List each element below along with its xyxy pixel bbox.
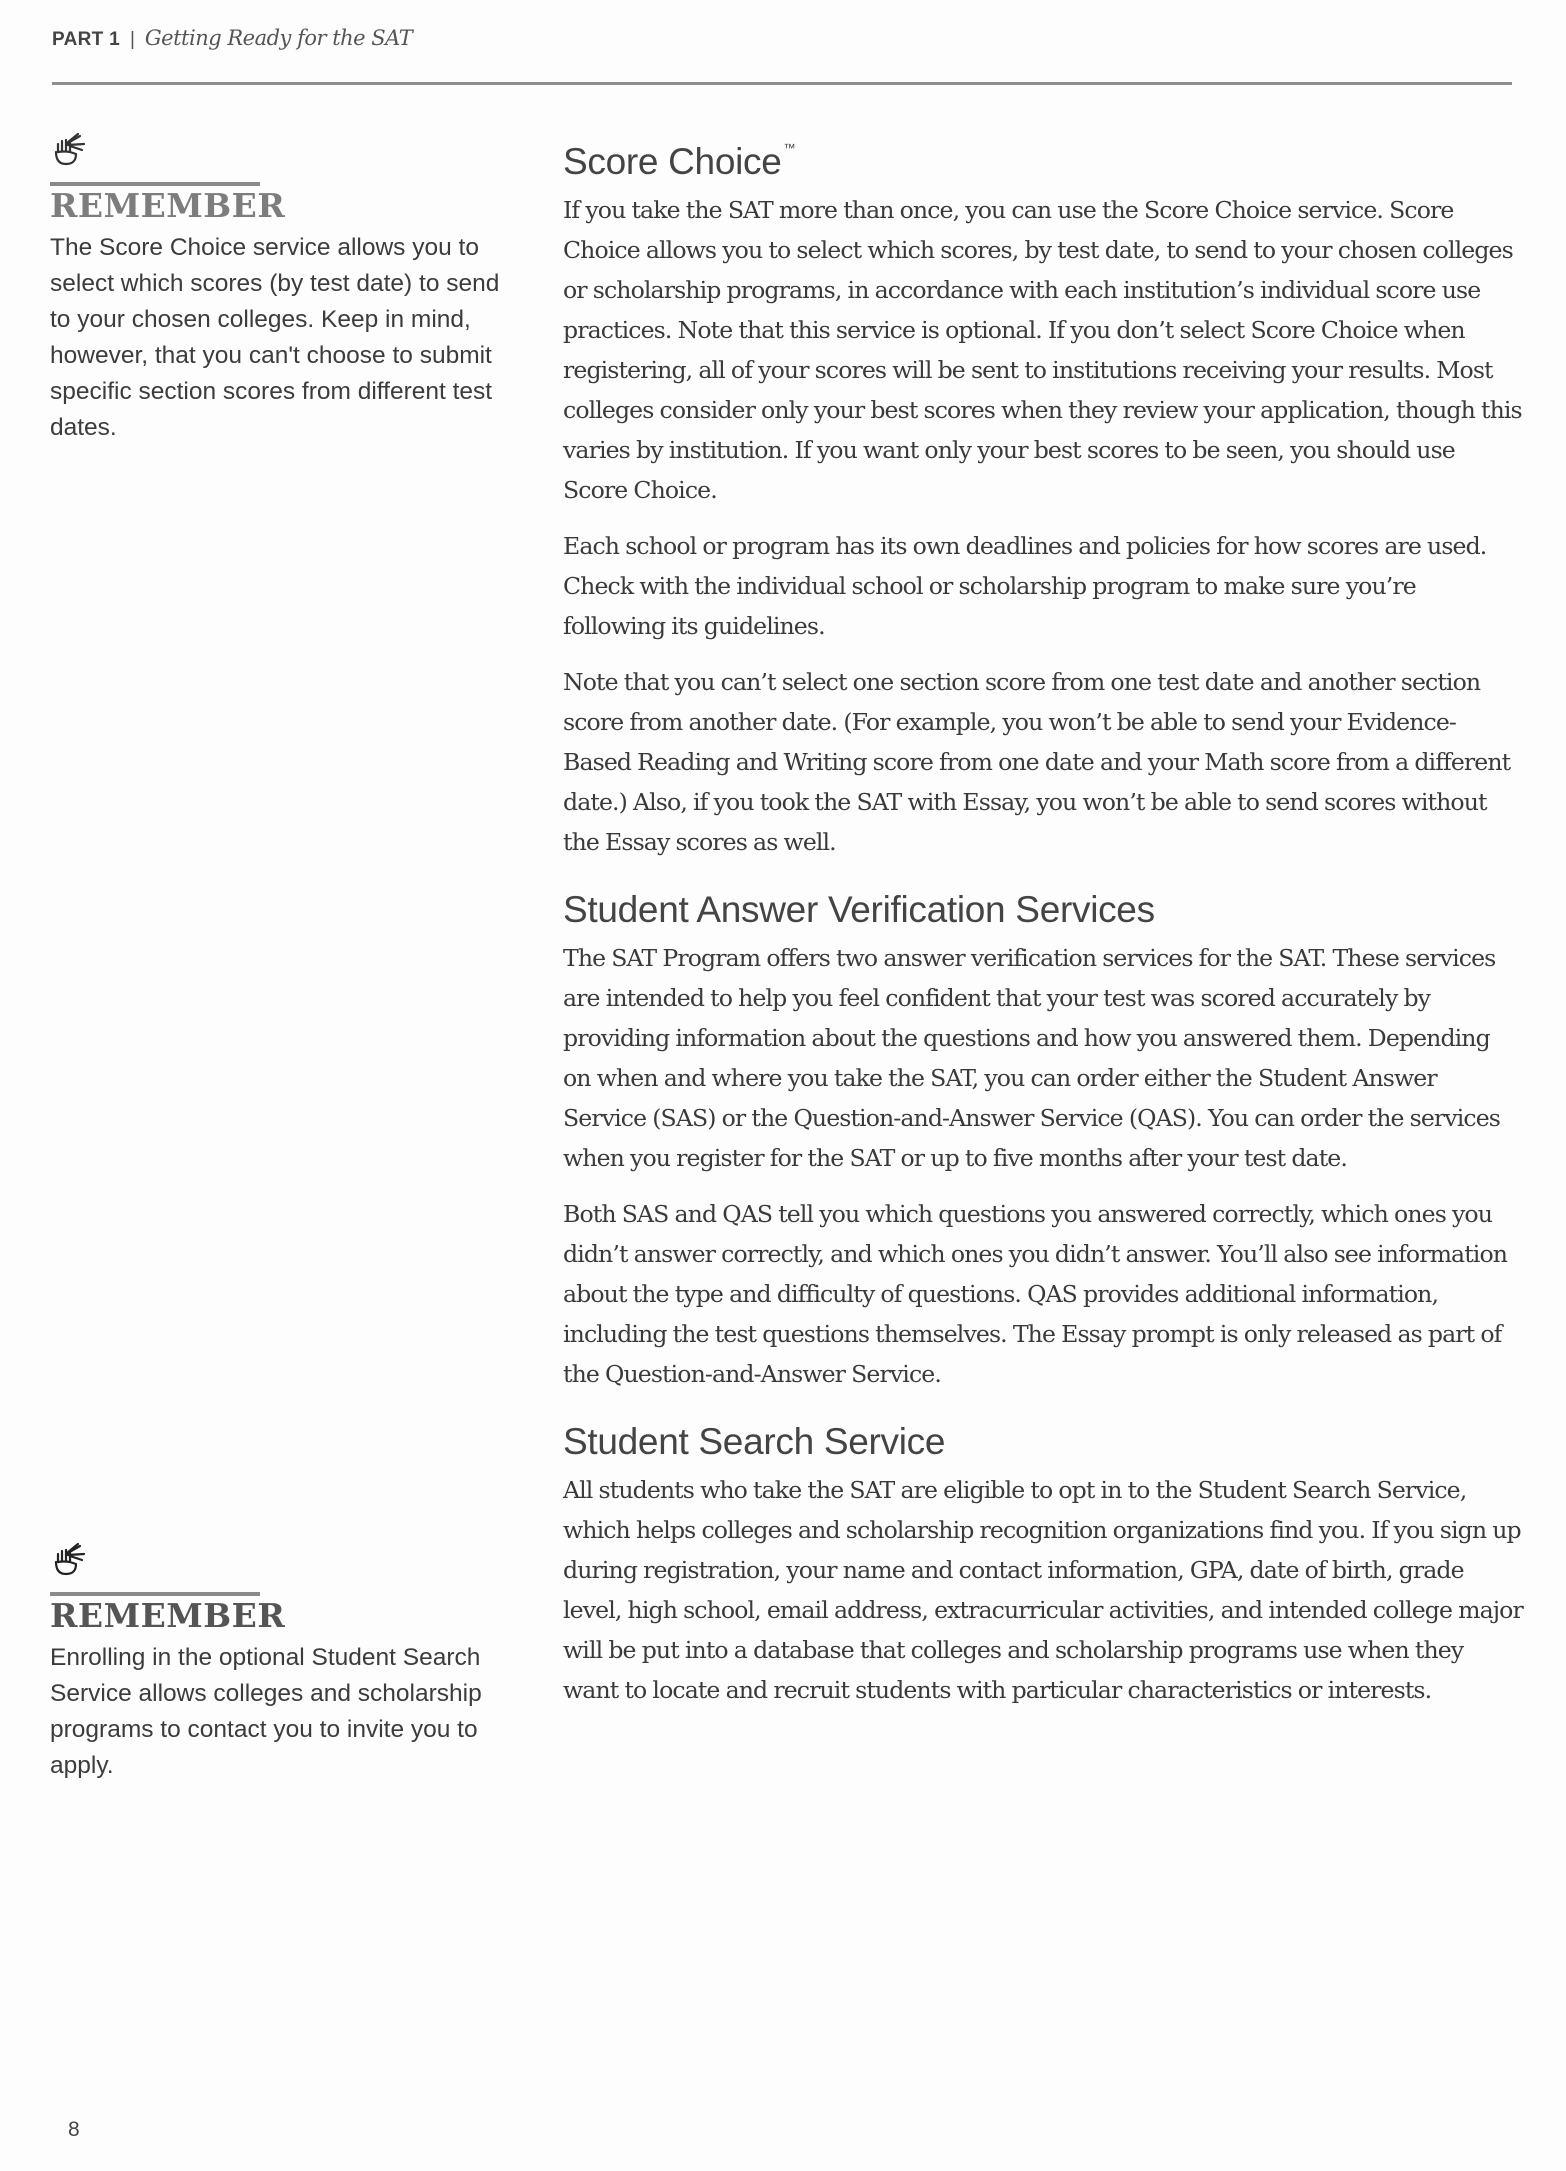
finger-string-reminder-icon xyxy=(50,1540,94,1584)
part-label: PART 1 xyxy=(52,29,120,50)
running-head xyxy=(52,26,412,51)
remember-text: Enrolling in the optional Student Search Service allows colleges and scholarship programs to contact you to invite you to apply. xyxy=(50,1644,482,1779)
paragraph: If you take the SAT more than once, you can use the Score Choice service. Score Choice allows you to select which scores, by test date, to send to your chosen colleges or scholarship programs, in accordance with each institution’s individual score use practices. Note that this service is optional. If you don’t select Score Choice when registering, all of your scores will be sent to institutions receiving your results. Most colleges consider only your best scores when they review your application, though this varies by institution. If you want only your best scores to be seen, you should use Score Choice. xyxy=(563,196,1522,504)
section-heading: Student Answer Verification Services xyxy=(563,889,1155,930)
finger-string-reminder-icon xyxy=(50,130,94,174)
section-heading xyxy=(563,122,1523,188)
remember-label: REMEMBER xyxy=(50,186,286,225)
section-score-choice xyxy=(563,122,1523,862)
section-student-search xyxy=(563,1416,1523,1710)
paragraph: Both SAS and QAS tell you which questions you answered correctly, which ones you didn’t answer correctly, and which ones you didn’t answer. You’ll also see information about the type and difficulty of questions. QAS provides additional information, including the test questions themselves. The Essay prompt is only released as part of the Question-and-Answer Service. xyxy=(563,1200,1508,1388)
remember-note xyxy=(50,1540,490,1784)
section-heading: Student Search Service xyxy=(563,1421,946,1462)
remember-label: REMEMBER xyxy=(50,1596,286,1635)
trademark-mark: ™ xyxy=(783,141,796,155)
main-column xyxy=(563,122,1523,1726)
section-answer-verification xyxy=(563,884,1523,1394)
paragraph: All students who take the SAT are eligible to opt in to the Student Search Service, which helps colleges and scholarship recognition organizations find you. If you sign up during registration, your name and contact information, GPA, date of birth, grade level, high school, email address, extracurricular activities, and intended college major will be put into a database that colleges and scholarship programs use when they want to locate and recruit students with particular characteristics or interests. xyxy=(563,1476,1523,1704)
header-rule xyxy=(52,82,1512,85)
remember-text: The Score Choice service allows you to select which scores (by test date) to send to your chosen colleges. Keep in mind, however, that you can't choose to submit specific section scores from different test dates. xyxy=(50,234,500,441)
chapter-title: Getting Ready for the SAT xyxy=(144,26,413,50)
page-number: 8 xyxy=(68,2118,80,2141)
paragraph: The SAT Program offers two answer verification services for the SAT. These services are intended to help you feel confident that your test was scored accurately by providing information about the questions and how you answered them. Depending on when and where you take the SAT, you can order either the Student Answer Service (SAS) or the Question-and-Answer Service (QAS). You can order the services when you register for the SAT or up to five months after your test date. xyxy=(563,944,1500,1172)
heading-text: Score Choice xyxy=(563,141,782,182)
running-head-separator: | xyxy=(129,29,135,50)
remember-note xyxy=(50,130,500,446)
paragraph: Note that you can’t select one section score from one test date and another section score from another date. (For example, you won’t be able to send your Evidence-Based Reading and Writing score from one date and your Math score from a different date.) Also, if you took the SAT with Essay, you won’t be able to send scores without the Essay scores as well. xyxy=(563,668,1511,856)
paragraph: Each school or program has its own deadlines and policies for how scores are used. Check with the individual school or scholarship program to make sure you’re following its guidelines. xyxy=(563,532,1487,640)
